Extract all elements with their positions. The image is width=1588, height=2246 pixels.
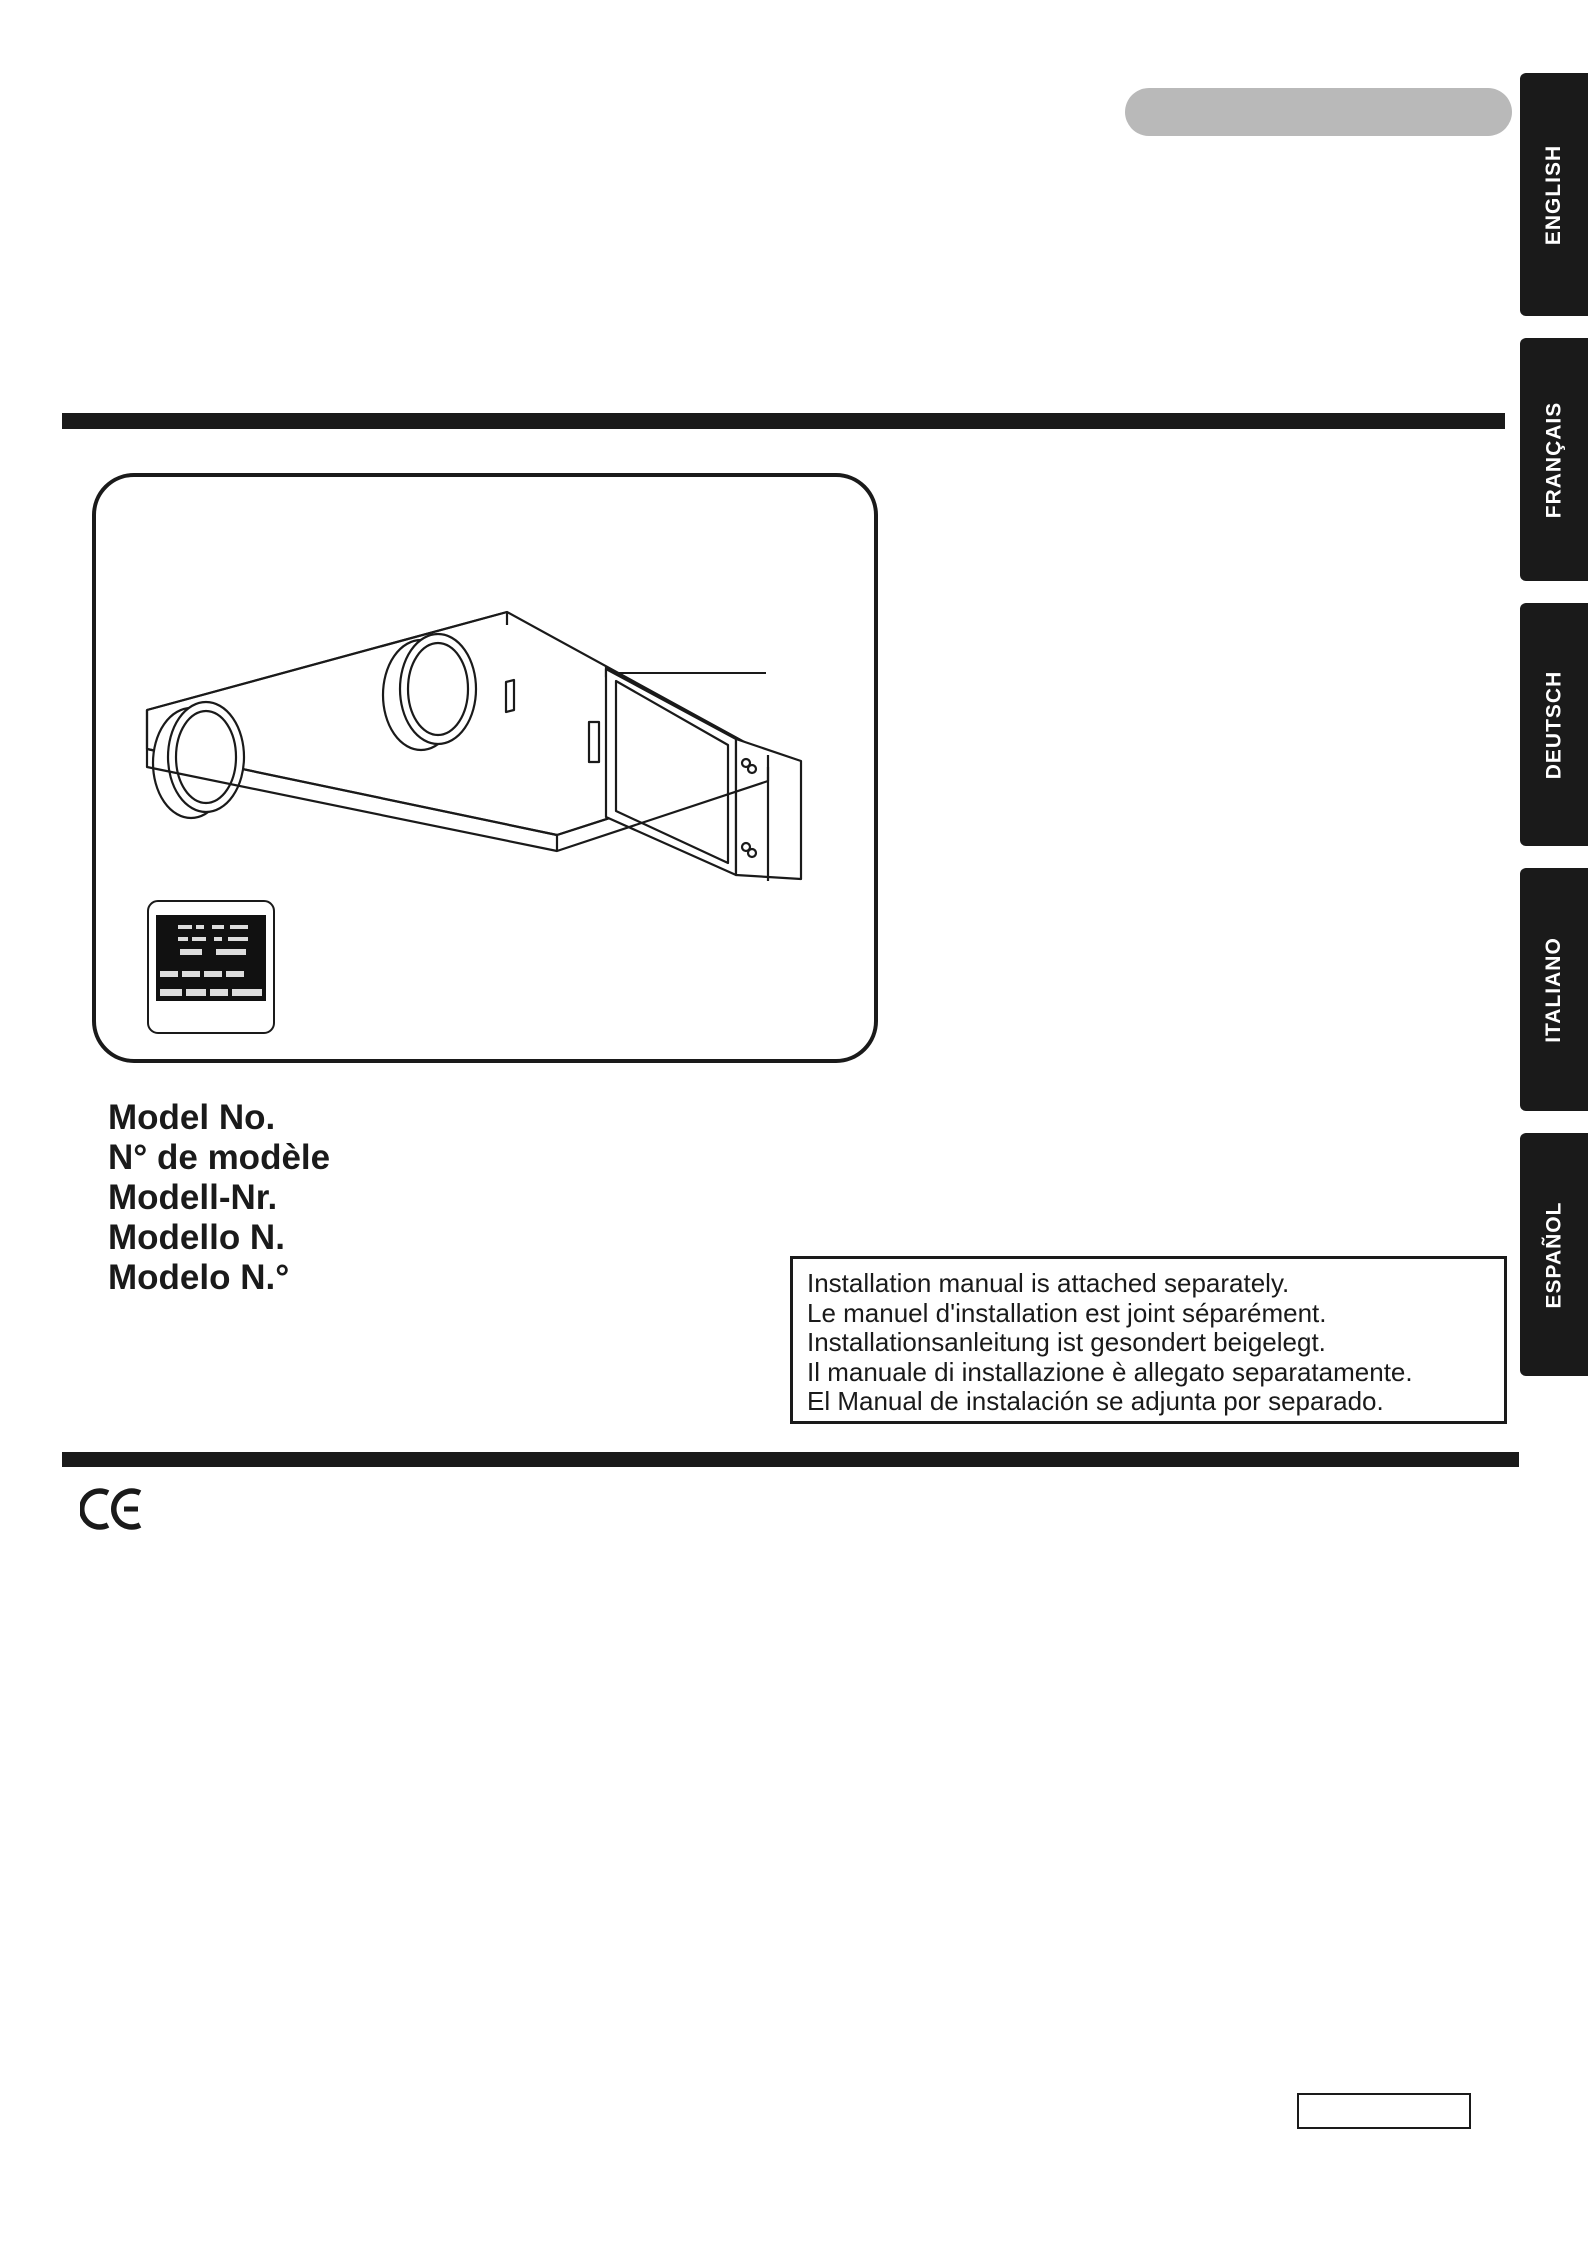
- notice-line-fr: Le manuel d'installation est joint séparément.: [807, 1297, 1327, 1328]
- tab-francais-label: FRANÇAIS: [1542, 401, 1565, 518]
- header-label-pill: [1125, 88, 1512, 136]
- model-label-es: Modelo N.°: [108, 1258, 290, 1297]
- tab-italiano-label: ITALIANO: [1542, 936, 1566, 1043]
- model-label-de: Modell-Nr.: [108, 1178, 278, 1217]
- tab-francais[interactable]: [1520, 338, 1588, 581]
- model-label-it: Modello N.: [108, 1218, 285, 1257]
- tab-english-label: ENGLISH: [1542, 144, 1565, 245]
- remote-controller-illustration: [148, 901, 274, 1033]
- notice-line-en: Installation manual is attached separately.: [807, 1268, 1290, 1298]
- document-code-box: [1297, 2093, 1471, 2129]
- ce-mark-icon: [80, 1487, 144, 1531]
- tab-italiano[interactable]: [1520, 868, 1588, 1111]
- ventilation-unit-illustration: [96, 477, 874, 1059]
- bottom-divider: [62, 1452, 1519, 1467]
- installation-manual-notice: [790, 1256, 1507, 1424]
- tab-english[interactable]: [1520, 73, 1588, 316]
- top-divider: [62, 413, 1505, 429]
- model-label-fr: N° de modèle: [108, 1138, 331, 1177]
- tab-espanol[interactable]: [1520, 1133, 1588, 1376]
- model-number-labels: [108, 1098, 330, 1298]
- tab-espanol-label: ESPAÑOL: [1542, 1201, 1565, 1308]
- notice-line-es: El Manual de instalación se adjunta por separado.: [807, 1386, 1384, 1416]
- notice-line-it: Il manuale di installazione è allegato separatamente.: [807, 1356, 1413, 1387]
- notice-line-de: Installationsanleitung ist gesondert beigelegt.: [807, 1327, 1326, 1357]
- tab-deutsch-label: DEUTSCH: [1542, 670, 1566, 779]
- model-label-en: Model No.: [108, 1098, 276, 1137]
- tab-deutsch[interactable]: [1520, 603, 1588, 846]
- product-image-frame: [92, 473, 878, 1063]
